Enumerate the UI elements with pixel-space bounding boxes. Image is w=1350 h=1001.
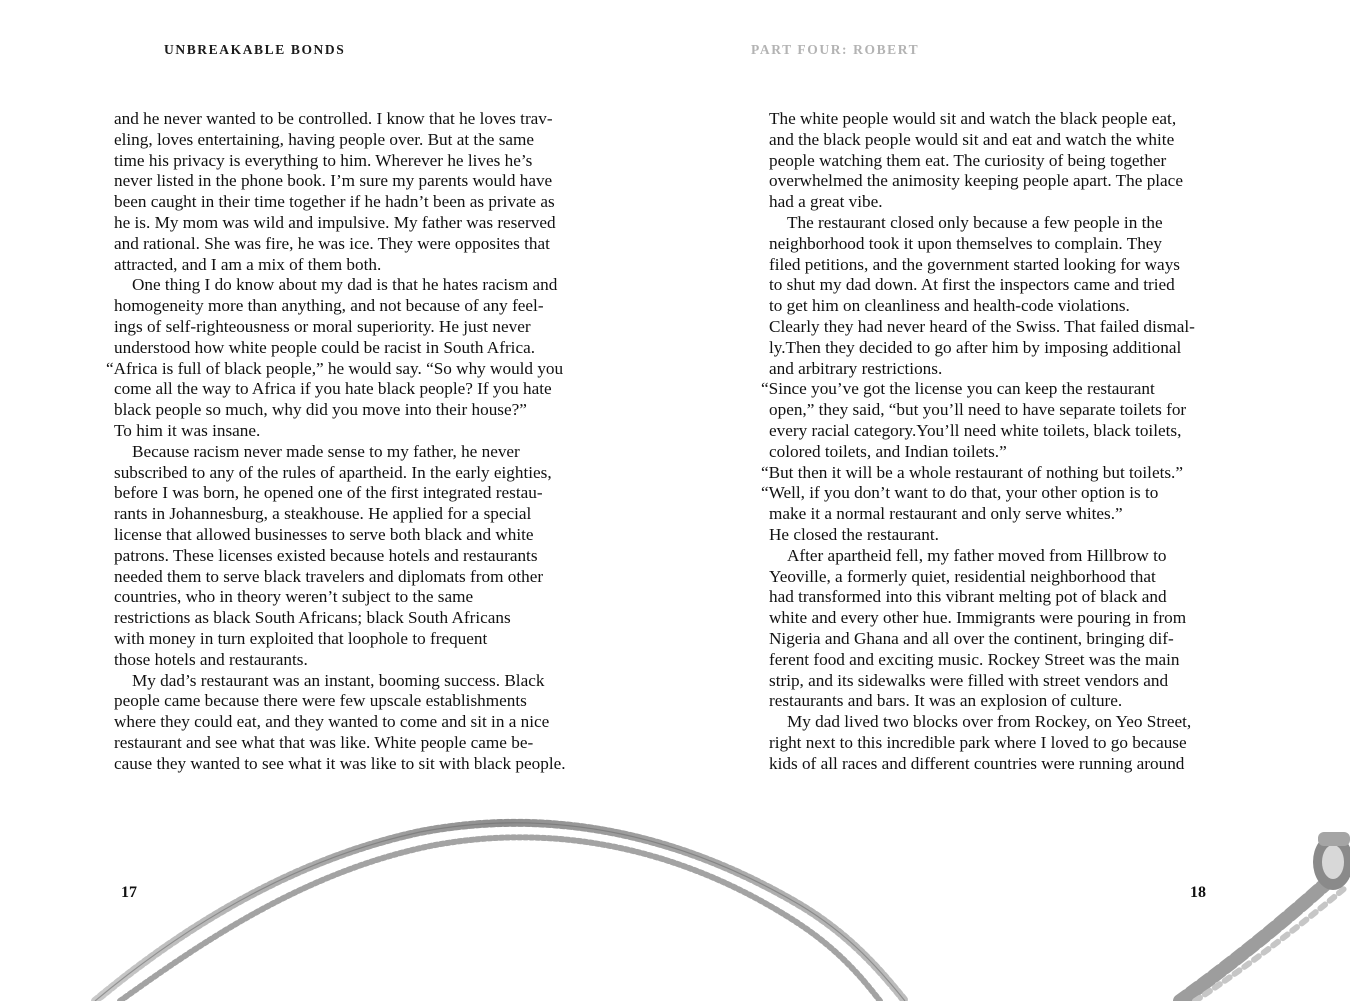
text-line: My dad’s restaurant was an instant, booming success. Black [132,670,545,690]
text-line: understood how white people could be racist in South Africa. [114,337,536,357]
text-line: strip, and its sidewalks were filled with street vendors and [769,670,1169,690]
text-line: subscribed to any of the rules of apartheid. In the early eighties, [114,462,552,482]
text-line: with money in turn exploited that loophole to frequent [114,628,488,648]
text-line: rants in Johannesburg, a steakhouse. He applied for a special [114,504,532,524]
text-line: overwhelmed the animosity keeping people apart. The place [769,171,1183,191]
text-line: never listed in the phone book. I’m sure my parents would have [114,171,553,191]
text-line: After apartheid fell, my father moved from Hillbrow to [787,545,1167,565]
page-number-right: 18 [1190,884,1206,901]
text-line: had transformed into this vibrant melting pot of black and [769,587,1167,607]
text-line: restaurant and see what that was like. White people came be- [114,732,534,752]
text-line: those hotels and restaurants. [114,649,308,669]
text-line: black people so much, why did you move into their house?” [114,400,527,420]
text-line: Yeoville, a formerly quiet, residential neighborhood that [769,566,1156,586]
text-line: every racial category.You’ll need white toilets, black toilets, [769,420,1182,440]
text-line: restrictions as black South Africans; black South Africans [114,608,511,628]
text-line: to get him on cleanliness and health-code violations. [769,296,1130,316]
text-line: people came because there were few upscale establishments [114,691,527,711]
text-line: “Well, if you don’t want to do that, your other option is to [761,483,1159,503]
text-line: Nigeria and Ghana and all over the continent, bringing dif- [769,628,1174,648]
text-line: right next to this incredible park where I loved to go because [769,732,1187,752]
text-line: and rational. She was fire, he was ice. They were opposites that [114,233,550,253]
page-number-left: 17 [121,884,137,901]
text-line: ings of self-righteousness or moral superiority. He just never [114,316,531,336]
text-line: eling, loves entertaining, having people over. But at the same [114,129,535,149]
text-line: attracted, and I am a mix of them both. [114,254,382,274]
text-line: ly.Then they decided to go after him by imposing additional [769,337,1182,357]
text-line: colored toilets, and Indian toilets.” [769,441,1007,461]
text-line: neighborhood took it upon themselves to complain. They [769,233,1163,253]
text-line: he is. My mom was wild and impulsive. My father was reserved [114,212,556,232]
text-line: to shut my dad down. At first the inspectors came and tried [769,275,1175,295]
text-line: ferent food and exciting music. Rockey Street was the main [769,649,1180,669]
text-line: needed them to serve black travelers and diplomats from other [114,566,544,586]
text-line: “But then it will be a whole restaurant of nothing but toilets.” [761,462,1183,482]
text-line: Clearly they had never heard of the Swiss. That failed dismal- [769,316,1195,336]
text-line: time his privacy is everything to him. Wherever he lives he’s [114,150,533,170]
text-line: Because racism never made sense to my father, he never [132,441,520,461]
text-line: had a great vibe. [769,192,883,212]
text-line: To him it was insane. [114,420,261,440]
clasp-icon [1313,832,1350,890]
text-line: and he never wanted to be controlled. I know that he loves trav- [114,109,553,128]
text-line: make it a normal restaurant and only serve whites.” [769,504,1123,524]
text-line: cause they wanted to see what it was like to sit with black people. [114,753,566,773]
text-line: where they could eat, and they wanted to come and sit in a nice [114,712,550,732]
text-line: The white people would sit and watch the black people eat, [769,109,1177,128]
text-line: white and every other hue. Immigrants were pouring in from [769,608,1187,628]
text-line: homogeneity more than anything, and not because of any feel- [114,296,544,316]
text-line: patrons. These licenses existed because hotels and restaurants [114,545,538,565]
text-line: come all the way to Africa if you hate black people? If you hate [114,379,552,399]
text-line: people watching them eat. The curiosity of being together [769,150,1167,170]
text-line: filed petitions, and the government started looking for ways [769,254,1180,274]
text-line: open,” they said, “but you’ll need to have separate toilets for [769,400,1187,420]
text-line: kids of all races and different countries were running around [769,753,1185,773]
text-line: One thing I do know about my dad is that he hates racism and [132,275,558,295]
right-page-body [761,109,1195,775]
text-line: “Africa is full of black people,” he would say. “So why would you [106,358,564,378]
running-head-right: PART FOUR: ROBERT [751,42,920,57]
text-line: restaurants and bars. It was an explosion of culture. [769,691,1123,711]
text-line: before I was born, he opened one of the first integrated restau- [114,483,543,503]
text-line: He closed the restaurant. [769,524,939,544]
text-line: and the black people would sit and eat and watch the white [769,129,1175,149]
text-line: license that allowed businesses to serve both black and white [114,524,534,544]
text-line: countries, who in theory weren’t subject to the same [114,587,474,607]
running-head-left: UNBREAKABLE BONDS [164,42,346,57]
text-line: and arbitrary restrictions. [769,358,943,378]
text-line: been caught in their time together if he hadn’t been as private as [114,192,555,212]
left-page-body [106,109,566,775]
text-line: The restaurant closed only because a few people in the [787,212,1163,232]
text-line: My dad lived two blocks over from Rockey, on Yeo Street, [787,712,1192,732]
text-line: “Since you’ve got the license you can keep the restaurant [761,379,1155,399]
